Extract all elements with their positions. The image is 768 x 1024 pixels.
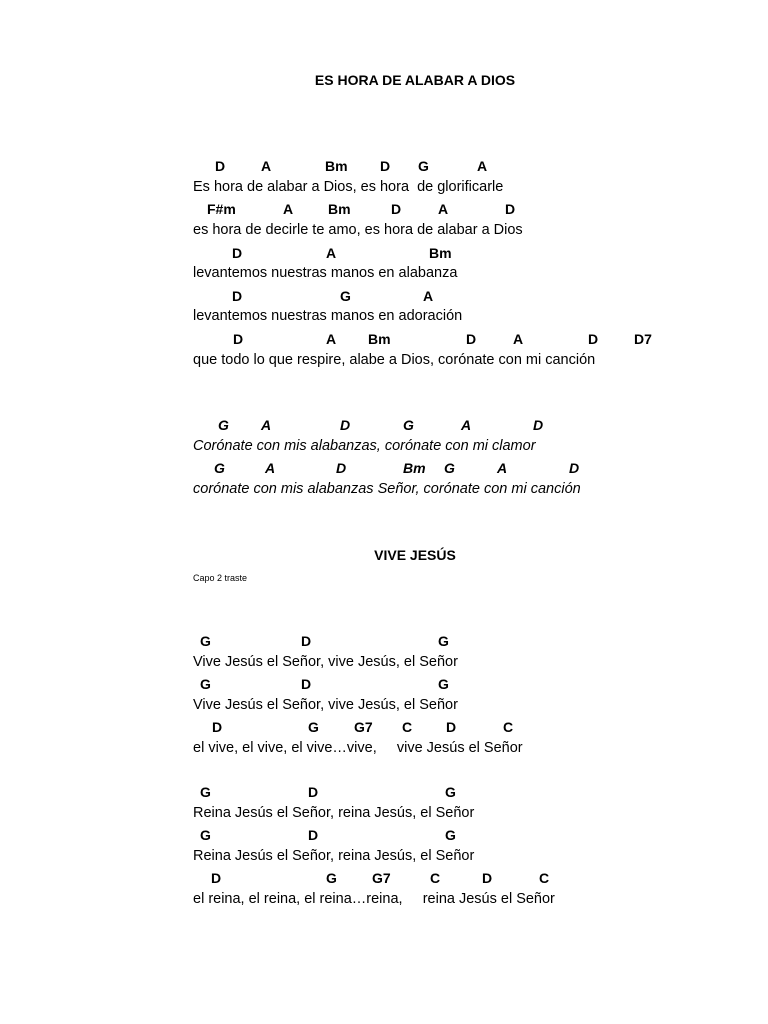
chord: G [418,158,429,174]
chord-line [0,870,768,888]
chord: A [423,288,434,304]
chord-line [0,201,768,219]
chord: A [497,460,508,476]
lyric-line: el vive, el vive, el vive…vive, vive Jesús el Señor [193,740,523,756]
lyric-line: levantemos nuestras manos en alabanza [193,265,458,281]
chord: D [466,331,477,347]
chord: F#m [207,201,236,217]
chord: D [482,870,493,886]
chord: D [569,460,580,476]
chord: D [233,331,244,347]
chord: D [380,158,391,174]
chord: G [326,870,337,886]
chord: C [503,719,514,735]
chord: A [438,201,449,217]
capo-note: Capo 2 traste [193,573,248,583]
lyric-line: que todo lo que respire, alabe a Dios, corónate con mi canción [193,352,596,368]
chord: A [461,417,472,433]
chord: G [200,784,211,800]
lyric-line: corónate con mis alabanzas Señor, corónate con mi canción [193,481,581,497]
chord-line [0,460,768,478]
chord: D7 [634,331,652,347]
chord: G [218,417,229,433]
chord: C [402,719,413,735]
chord: G [200,676,211,692]
lyric-line: levantemos nuestras manos en adoración [193,308,463,324]
chord-line [0,784,768,802]
chord: A [261,417,272,433]
lyric-line: Reina Jesús el Señor, reina Jesús, el Señor [193,848,475,864]
lyric-line: Vive Jesús el Señor, vive Jesús, el Señor [193,697,458,713]
chord: D [533,417,544,433]
song-title: VIVE JESÚS [374,547,456,563]
chord: D [215,158,226,174]
chord: G [214,460,225,476]
chord-line [0,331,768,349]
chord: D [308,784,319,800]
lyric-line: Reina Jesús el Señor, reina Jesús, el Señor [193,805,475,821]
chord: G [445,827,456,843]
chord: D [212,719,223,735]
chord: A [283,201,294,217]
chord: G7 [354,719,373,735]
chord: D [232,288,243,304]
chord: Bm [429,245,452,261]
chord: G [200,633,211,649]
chord: D [391,201,402,217]
chord: Bm [403,460,426,476]
chord-line [0,158,768,176]
chord: D [308,827,319,843]
chord-line [0,719,768,737]
chord: D [211,870,222,886]
chord: G [403,417,414,433]
chord: Bm [328,201,351,217]
chord: Bm [325,158,348,174]
chord: Bm [368,331,391,347]
chord: G [444,460,455,476]
chord: D [301,676,312,692]
chord: D [340,417,351,433]
chord: G [445,784,456,800]
chord: D [301,633,312,649]
chord: C [539,870,550,886]
chord: A [513,331,524,347]
chord: A [265,460,276,476]
chord: D [446,719,457,735]
lyric-line: Vive Jesús el Señor, vive Jesús, el Señor [193,654,458,670]
chord: D [588,331,599,347]
lyric-line: Es hora de alabar a Dios, es hora de glorificarle [193,179,504,195]
chord-line [0,288,768,306]
chord: D [232,245,243,261]
chord: A [326,331,337,347]
chord: A [261,158,272,174]
chord: D [336,460,347,476]
lyric-line: el reina, el reina, el reina…reina, reina Jesús el Señor [193,891,555,907]
chord: G [308,719,319,735]
chord: G7 [372,870,391,886]
chord: G [340,288,351,304]
chord: D [505,201,516,217]
chord-line [0,827,768,845]
chord: A [326,245,337,261]
lyric-line: es hora de decirle te amo, es hora de alabar a Dios [193,222,523,238]
chord: A [477,158,488,174]
lyric-line: Corónate con mis alabanzas, corónate con mi clamor [193,438,536,454]
chord: G [438,633,449,649]
chord-line [0,245,768,263]
song-title: ES HORA DE ALABAR A DIOS [314,72,516,88]
chord-line [0,633,768,651]
chord: C [430,870,441,886]
chord-line [0,676,768,694]
chord: G [438,676,449,692]
chord: G [200,827,211,843]
chord-line [0,417,768,435]
